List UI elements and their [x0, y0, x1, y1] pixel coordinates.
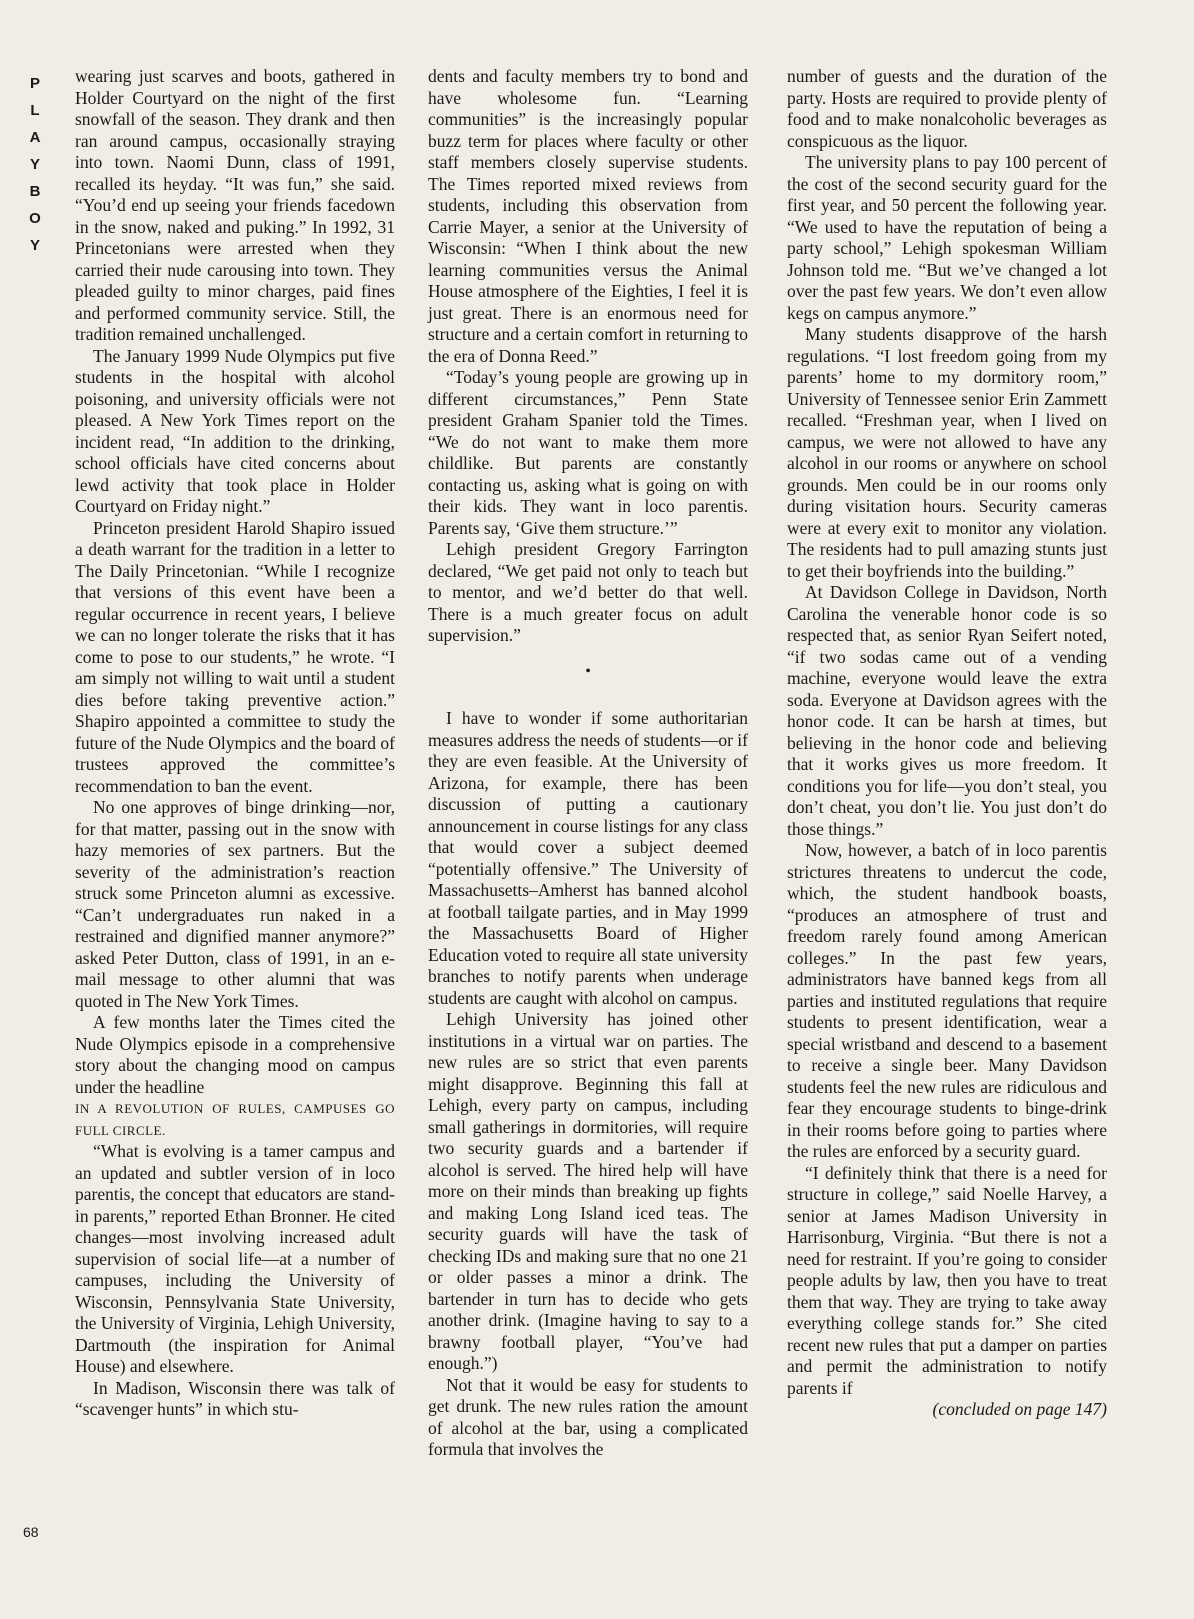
page-number: 68 [23, 1524, 39, 1540]
paragraph: I have to wonder if some authoritarian measures address the needs of students—or if they are even feasible. At the University of Arizona, for example, there has been discussion of putting a cautionary announcement in course listings for any class that would cover a subject deemed “potentially offensive.” The University of Massachusetts–Amherst has banned alcohol at football tailgate parties, and in May 1999 the Massachusetts Board of Higher Education voted to require all state university branches to notify parents when underage students are caught with alcohol on campus. [428, 708, 748, 1008]
paragraph: At Davidson College in Davidson, North Carolina the venerable honor code is so respected that, as senior Ryan Seifert noted, “if two sodas came out of a vending machine, everyone would leave the extra soda. Everyone at Davidson agrees with the honor code. It can be harsh at times, but believing in the honor code and believing that it works gives us more freedom. It conditions you for life—you don’t steal, you don’t cheat, you don’t lie. You just don’t do those things.” [787, 582, 1107, 839]
logo-letter: Y [29, 156, 40, 173]
paragraph: “What is evolving is a tamer campus and an updated and subtler version of in loco parentis, the concept that educators are stand-in parents,” reported Ethan Bronner. He cited changes—most involving increased adult supervision of social life—at a number of campuses, including the University of Wisconsin, Pennsylvania State University, the University of Virginia, Lehigh University, Dartmouth (the inspiration for Animal House) and elsewhere. [75, 1141, 395, 1376]
article-column-3 [787, 66, 1107, 1421]
paragraph: Lehigh University has joined other institutions in a virtual war on parties. The new rules are so strict that even parents might disapprove. Beginning this fall at Lehigh, every party on campus, including small gatherings in dormitories, will require two security guards and a bartender if alcohol is served. The hired help will have more on their minds than breaking up fights and making Long Island iced teas. The security guards will have the task of checking IDs and making sure that no one 21 or older passes a minor a drink. The bartender in turn has to decide who gets another drink. (Imagine having to say to a brawny football player, “You’ve had enough.”) [428, 1009, 748, 1373]
section-break-bullet: • [585, 662, 591, 680]
paragraph: A few months later the Times cited the Nude Olympics episode in a comprehensive story about the changing mood on campus under the headline [75, 1012, 395, 1097]
logo-letter: A [29, 129, 41, 146]
logo-letter: O [29, 210, 41, 227]
paragraph: The January 1999 Nude Olympics put five students in the hospital with alcohol poisoning, and university officials were not pleased. A New York Times report on the incident read, “In addition to the drinking, school officials have cited concerns about lewd activity that took place in Holder Courtyard on Friday night.” [75, 345, 395, 516]
paragraph: Lehigh president Gregory Farrington declared, “We get paid not only to teach but to mentor, and we’d better do that well. There is a much greater focus on adult supervision.” [428, 539, 748, 645]
paragraph: The university plans to pay 100 percent of the cost of the second security guard for the first year, and 50 percent the following year. “We used to have the reputation of being a party school,” Lehigh spokesman William Johnson told me. “But we’ve changed a lot over the past few years. We don’t even allow kegs on campus anymore.” [787, 152, 1107, 323]
paragraph: dents and faculty members try to bond and have wholesome fun. “Learning communities” is the increasingly popular buzz term for places where faculty or other staff members closely supervise students. The Times reported mixed reviews from students, including this observation from Carrie Mayer, a senior at the University of Wisconsin: “When I think about the new learning communities versus the Animal House atmosphere of the Eighties, I feel it is just great. There is an enormous need for structure and a certain comfort in returning to the era of Donna Reed.” [428, 66, 748, 366]
paragraph: Many students disapprove of the harsh regulations. “I lost freedom going from my parents’ home to my dormitory room,” University of Tennessee senior Erin Zammett recalled. “Freshman year, when I lived on campus, we were not allowed to have any alcohol in our rooms or anywhere on school grounds. Men could be in our rooms only during visitation hours. Security cameras were at every exit to monitor any violation. The residents had to pull amazing stunts just to get their boyfriends into the building.” [787, 324, 1107, 581]
article-column-1 [75, 66, 395, 1421]
paragraph: No one approves of binge drinking—nor, for that matter, passing out in the snow with hazy memories of sex partners. But the severity of the administration’s reaction struck some Princeton alumni as excessive. “Can’t undergraduates run naked in a restrained and dignified manner anymore?” asked Peter Dutton, class of 1991, in an e-mail message to other alumni that was quoted in The New York Times. [75, 797, 395, 1011]
paragraph: In Madison, Wisconsin there was talk of “scavenger hunts” in which stu- [75, 1377, 395, 1419]
logo-letter: B [29, 183, 41, 200]
paragraph: wearing just scarves and boots, gathered in Holder Courtyard on the night of the first snowfall of the season. They drank and then ran around campus, occasionally straying into town. Naomi Dunn, class of 1991, recalled its heyday. “It was fun,” she said. “You’d end up seeing your friends facedown in the snow, naked and puking.” In 1992, 31 Princetonians were arrested when they carried their nude carousing into town. They pleaded guilty to minor charges, paid fines and performed community service. Still, the tradition remained unchallenged. [75, 66, 395, 344]
paragraph: “I definitely think that there is a need for structure in college,” said Noelle Harvey, a senior at James Madison University in Harrisonburg, Virginia. “But there is not a need for restraint. If you’re going to consider people adults by law, then you have to treat them that way. They are trying to take away everything college stands for.” She cited recent new rules that put a damper on parties and permit the administration to notify parents if [787, 1162, 1107, 1398]
continuation-note: (concluded on page 147) [932, 1399, 1107, 1419]
logo-letter: P [29, 75, 40, 92]
headline-quote: IN A REVOLUTION OF RULES, CAMPUSES GO FULL CIRCLE. [75, 1101, 395, 1138]
article-column-2 [428, 66, 748, 1461]
paragraph: Not that it would be easy for students to get drunk. The new rules ration the amount of alcohol at the bar, using a complicated formula that involves the [428, 1374, 748, 1459]
magazine-side-logo [24, 70, 46, 259]
logo-letter: Y [29, 237, 40, 254]
paragraph: “Today’s young people are growing up in different circumstances,” Penn State president Graham Spanier told the Times. “We do not want to make them more childlike. But parents are constantly contacting us, asking what is going on with their kids. They want in loco parentis. Parents say, ‘Give them structure.’” [428, 367, 748, 538]
paragraph: Now, however, a batch of in loco parentis strictures threatens to undercut the code, which, the student handbook boasts, “produces an atmosphere of trust and freedom rarely found among American colleges.” In the past few years, administrators have banned kegs from all parties and instituted regulations that require students to present identification, wear a special wristband and descend to a basement to receive a single beer. Many Davidson students feel the new rules are ridiculous and fear they encourage students to binge-drink in their rooms before going to parties where the rules are enforced by a security guard. [787, 840, 1107, 1161]
paragraph: number of guests and the duration of the party. Hosts are required to provide plenty of food and to make nonalcoholic beverages as conspicuous as the liquor. [787, 66, 1107, 151]
logo-letter: L [30, 102, 40, 119]
paragraph: Princeton president Harold Shapiro issued a death warrant for the tradition in a letter to The Daily Princetonian. “While I recognize that versions of this event have been a regular occurrence in recent years, I believe we can no longer tolerate the risks that it has come to pose to our students,” he wrote. “I am simply not willing to wait until a student dies before taking preventive action.” Shapiro appointed a committee to study the future of the Nude Olympics and the board of trustees approved the committee’s recommendation to ban the event. [75, 517, 395, 796]
